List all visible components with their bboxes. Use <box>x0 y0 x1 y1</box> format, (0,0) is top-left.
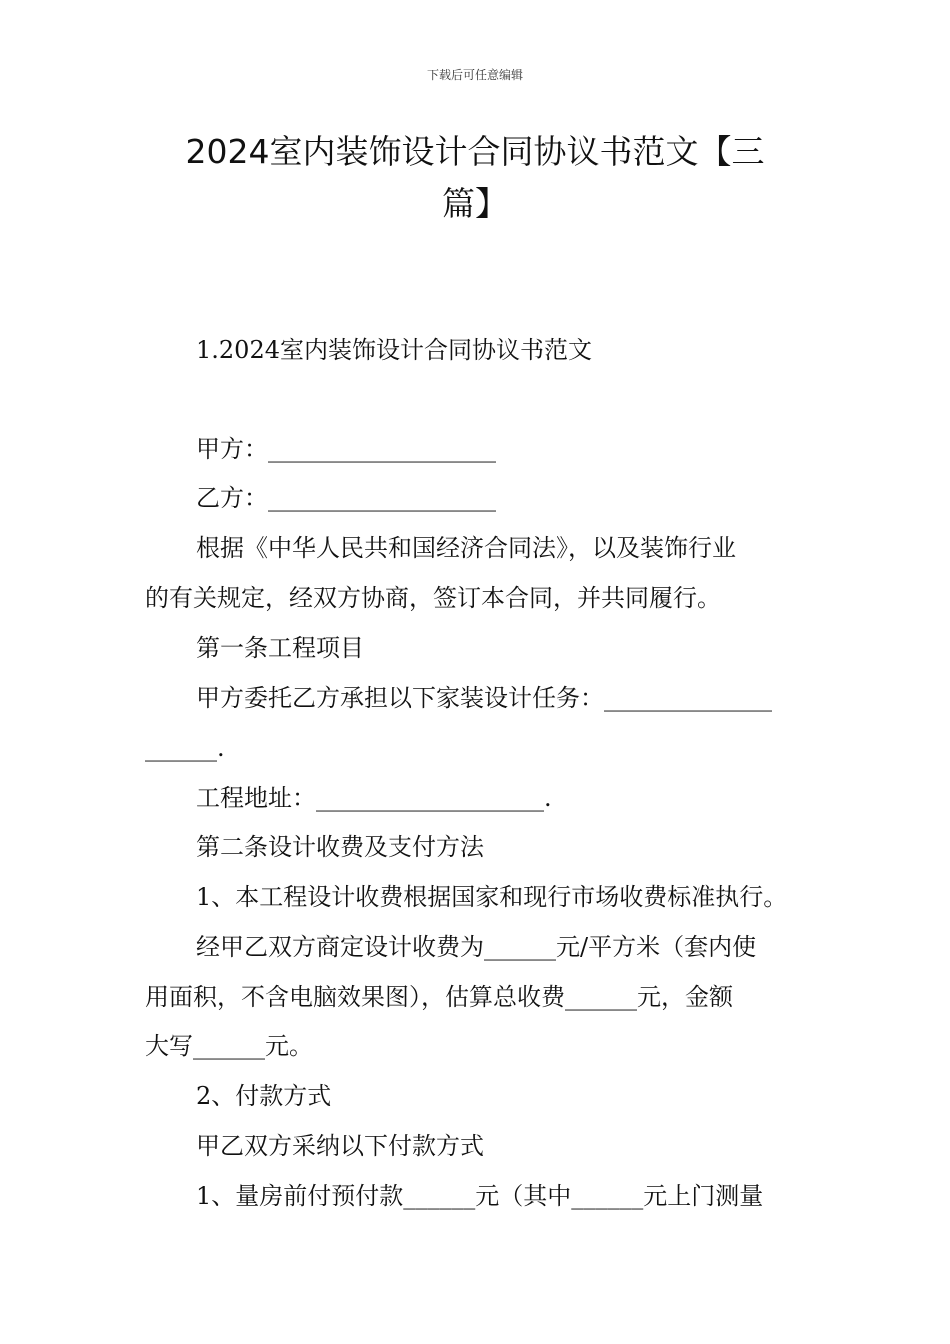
task-line-2: ______. <box>145 734 225 762</box>
payment-heading: 2、付款方式 <box>196 1082 332 1110</box>
address-line: 工程地址：___________________. <box>196 784 552 812</box>
fee-standard-line: 1、本工程设计收费根据国家和现行市场收费标准执行。 <box>196 883 788 911</box>
fee-paragraph-line-3: 大写______元。 <box>145 1032 313 1060</box>
fee-paragraph-line-1: 经甲乙双方商定设计收费为______元/平方米（套内使 <box>196 933 757 961</box>
payment-intro: 甲乙双方采纳以下付款方式 <box>196 1132 484 1160</box>
title-line-2: 篇】 <box>442 184 508 223</box>
intro-paragraph-line-2: 的有关规定，经双方协商，签订本合同，并共同履行。 <box>145 584 721 612</box>
article-1-heading: 第一条工程项目 <box>196 634 364 662</box>
party-b-line: 乙方：___________________ <box>196 484 496 512</box>
intro-paragraph-line-1: 根据《中华人民共和国经济合同法》，以及装饰行业 <box>196 534 736 562</box>
header-note: 下载后可任意编辑 <box>426 68 523 82</box>
article-2-heading: 第二条设计收费及支付方法 <box>196 833 484 861</box>
title-line-1: 2024室内装饰设计合同协议书范文【三 <box>185 132 765 171</box>
task-line-1: 甲方委托乙方承担以下家装设计任务：______________ <box>196 684 772 712</box>
section-heading: 1.2024室内装饰设计合同协议书范文 <box>196 336 592 364</box>
payment-line-1: 1、量房前付预付款______元（其中______元上门测量 <box>196 1182 764 1210</box>
party-a-line: 甲方：___________________ <box>196 435 496 463</box>
fee-paragraph-line-2: 用面积，不含电脑效果图），估算总收费______元，金额 <box>145 983 733 1011</box>
